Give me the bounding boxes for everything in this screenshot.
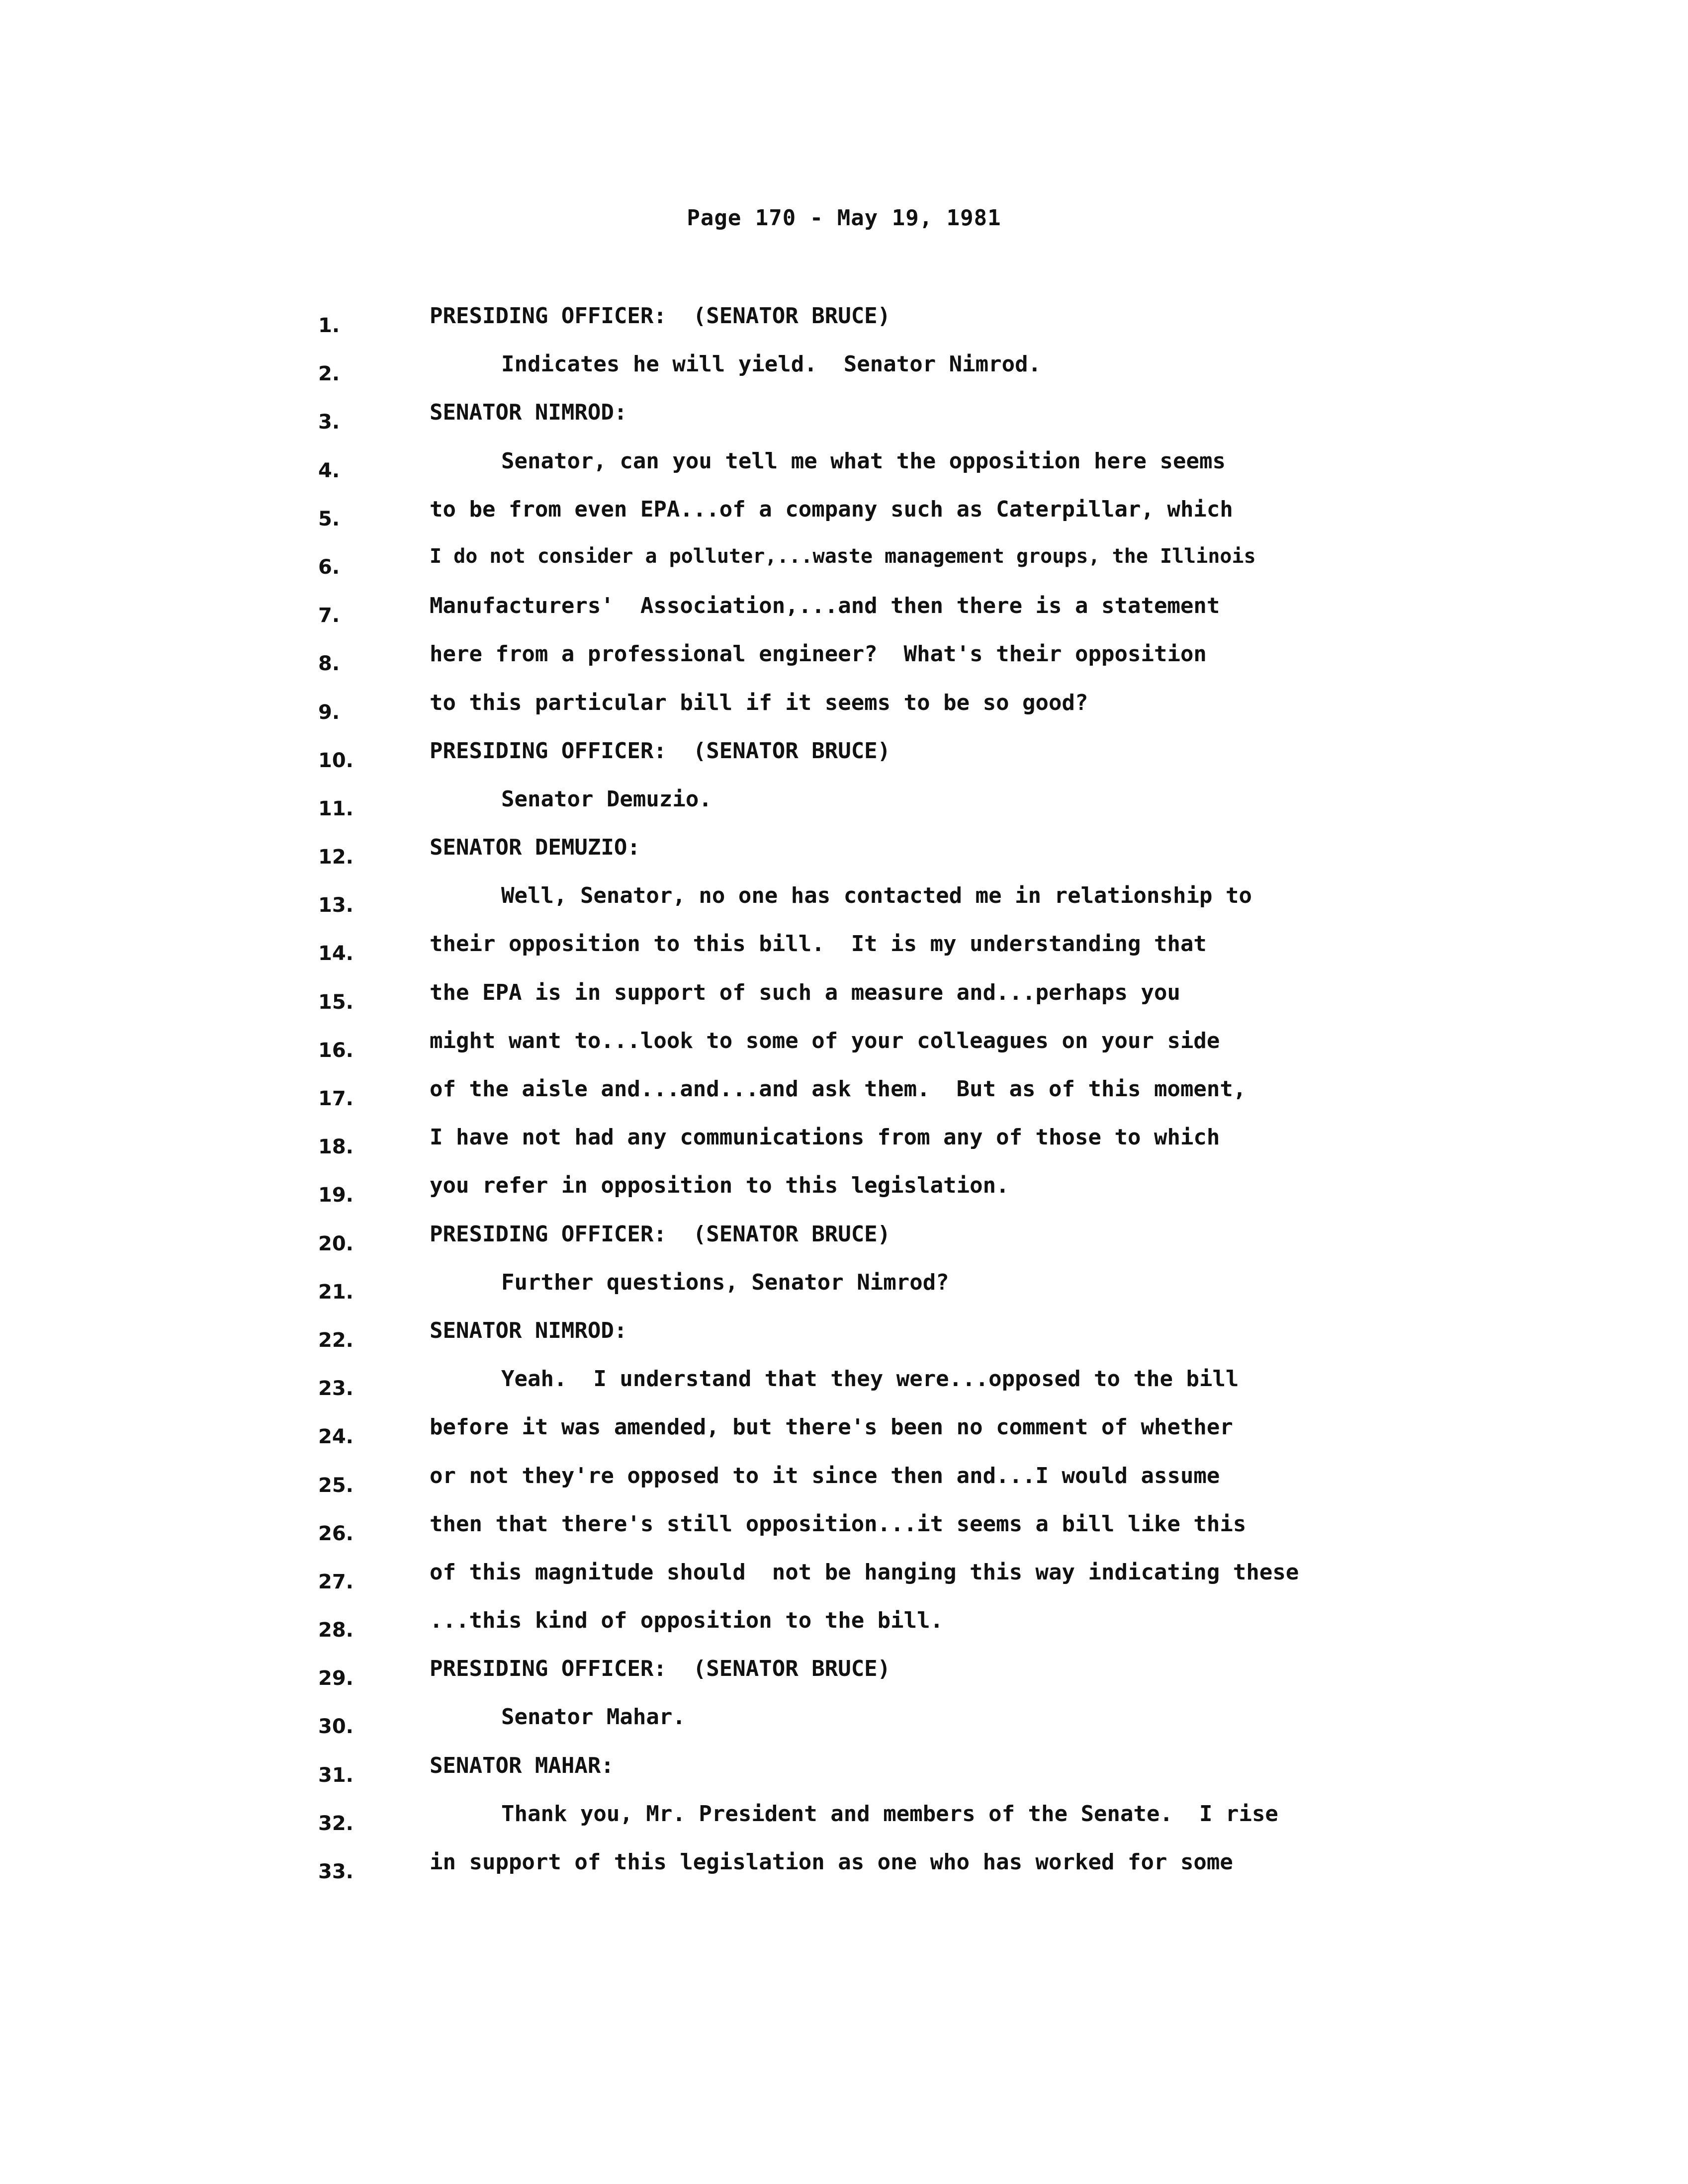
line-number: 10. xyxy=(318,749,354,772)
line-text: Indicates he will yield. Senator Nimrod. xyxy=(501,351,1042,377)
line-text: of the aisle and...and...and ask them. But as of this moment, xyxy=(430,1076,1246,1102)
line-text: their opposition to this bill. It is my understanding that xyxy=(430,931,1207,957)
transcript-line xyxy=(0,883,1688,931)
line-text: Senator, can you tell me what the opposition here seems xyxy=(501,448,1226,474)
transcript-line xyxy=(0,1608,1688,1656)
line-text: Senator Mahar. xyxy=(501,1704,686,1730)
transcript-line xyxy=(0,1318,1688,1366)
line-text: Senator Demuzio. xyxy=(501,786,712,812)
line-number: 1. xyxy=(318,314,340,337)
line-text: SENATOR NIMROD: xyxy=(430,400,627,426)
line-text: the EPA is in support of such a measure and...perhaps you xyxy=(430,979,1180,1005)
line-text: Manufacturers' Association,...and then there is a statement xyxy=(430,593,1220,619)
transcript-line xyxy=(0,303,1688,351)
line-number: 5. xyxy=(318,507,340,530)
line-text: then that there's still opposition...it seems a bill like this xyxy=(430,1511,1246,1537)
line-number: 2. xyxy=(318,362,340,386)
line-text: I have not had any communications from any of those to which xyxy=(430,1125,1220,1150)
transcript-line xyxy=(0,1801,1688,1849)
line-number: 15. xyxy=(318,990,354,1014)
transcript-line xyxy=(0,1414,1688,1463)
line-text: PRESIDING OFFICER: (SENATOR BRUCE) xyxy=(430,738,891,764)
line-text: SENATOR NIMROD: xyxy=(430,1317,627,1343)
line-number: 11. xyxy=(318,797,354,820)
transcript-line xyxy=(0,980,1688,1028)
line-number: 13. xyxy=(318,894,354,917)
line-number: 19. xyxy=(318,1184,354,1207)
line-number: 22. xyxy=(318,1328,354,1352)
transcript-line xyxy=(0,738,1688,786)
line-text: to be from even EPA...of a company such as Caterpillar, which xyxy=(430,496,1233,522)
transcript-line xyxy=(0,1511,1688,1560)
line-number: 29. xyxy=(318,1667,354,1690)
line-text: before it was amended, but there's been no comment of whether xyxy=(430,1414,1233,1440)
line-number: 7. xyxy=(318,604,340,627)
transcript-line xyxy=(0,351,1688,400)
line-number: 27. xyxy=(318,1570,354,1593)
line-text: or not they're opposed to it since then and...I would assume xyxy=(430,1463,1220,1488)
line-text: of this magnitude should not be hanging this way indicating these xyxy=(430,1559,1299,1585)
transcript-line xyxy=(0,1222,1688,1270)
transcript-line xyxy=(0,1125,1688,1173)
transcript-line xyxy=(0,835,1688,883)
line-text: to this particular bill if it seems to be so good? xyxy=(430,690,1088,715)
transcript-line xyxy=(0,1366,1688,1414)
transcript-line xyxy=(0,690,1688,738)
line-text: PRESIDING OFFICER: (SENATOR BRUCE) xyxy=(430,303,891,329)
line-text: in support of this legislation as one who has worked for some xyxy=(430,1849,1233,1875)
line-number: 23. xyxy=(318,1377,354,1400)
line-text: SENATOR DEMUZIO: xyxy=(430,835,640,861)
transcript-line xyxy=(0,931,1688,979)
transcript-line xyxy=(0,1704,1688,1752)
line-number: 25. xyxy=(318,1474,354,1497)
line-number: 31. xyxy=(318,1763,354,1787)
line-text: Yeah. I understand that they were...opposed to the bill xyxy=(501,1366,1239,1392)
transcript-line xyxy=(0,448,1688,497)
transcript-line xyxy=(0,1656,1688,1704)
page-header: Page 170 - May 19, 1981 xyxy=(687,205,1001,231)
transcript-line xyxy=(0,545,1688,593)
line-number: 16. xyxy=(318,1039,354,1062)
transcript-line xyxy=(0,400,1688,448)
line-text: here from a professional engineer? What's their opposition xyxy=(430,641,1207,667)
line-number: 20. xyxy=(318,1232,354,1255)
line-text: you refer in opposition to this legislation. xyxy=(430,1173,1009,1199)
line-number: 30. xyxy=(318,1715,354,1739)
line-number: 33. xyxy=(318,1860,354,1883)
transcript-line xyxy=(0,497,1688,545)
line-number: 28. xyxy=(318,1619,354,1642)
line-text: Further questions, Senator Nimrod? xyxy=(501,1269,949,1295)
transcript-line xyxy=(0,1849,1688,1898)
line-text: PRESIDING OFFICER: (SENATOR BRUCE) xyxy=(430,1656,891,1682)
line-number: 4. xyxy=(318,459,340,482)
transcript-line xyxy=(0,786,1688,835)
transcript-line xyxy=(0,1270,1688,1318)
transcript-line xyxy=(0,1173,1688,1221)
transcript-line xyxy=(0,641,1688,690)
line-number: 17. xyxy=(318,1087,354,1110)
line-number: 24. xyxy=(318,1425,354,1449)
line-number: 26. xyxy=(318,1522,354,1545)
line-number: 9. xyxy=(318,700,340,724)
line-text: I do not consider a polluter,...waste management groups, the Illinois xyxy=(430,544,1256,568)
line-text: ...this kind of opposition to the bill. xyxy=(430,1608,944,1634)
line-number: 18. xyxy=(318,1136,354,1159)
line-text: SENATOR MAHAR: xyxy=(430,1752,614,1778)
line-number: 8. xyxy=(318,652,340,676)
line-text: Well, Senator, no one has contacted me in relationship to xyxy=(501,883,1252,909)
transcript-line xyxy=(0,1463,1688,1511)
line-text: PRESIDING OFFICER: (SENATOR BRUCE) xyxy=(430,1221,891,1247)
line-number: 3. xyxy=(318,411,340,434)
transcript-line xyxy=(0,1076,1688,1125)
line-number: 12. xyxy=(318,846,354,869)
transcript-line xyxy=(0,593,1688,641)
line-number: 32. xyxy=(318,1812,354,1835)
line-number: 6. xyxy=(318,555,340,579)
transcript-line xyxy=(0,1560,1688,1608)
line-text: might want to...look to some of your colleagues on your side xyxy=(430,1028,1220,1053)
line-number: 14. xyxy=(318,942,354,965)
transcript-lines xyxy=(0,303,1688,1898)
line-text: Thank you, Mr. President and members of the Senate. I rise xyxy=(501,1801,1278,1827)
transcript-line xyxy=(0,1753,1688,1801)
transcript-line xyxy=(0,1028,1688,1076)
line-number: 21. xyxy=(318,1280,354,1304)
